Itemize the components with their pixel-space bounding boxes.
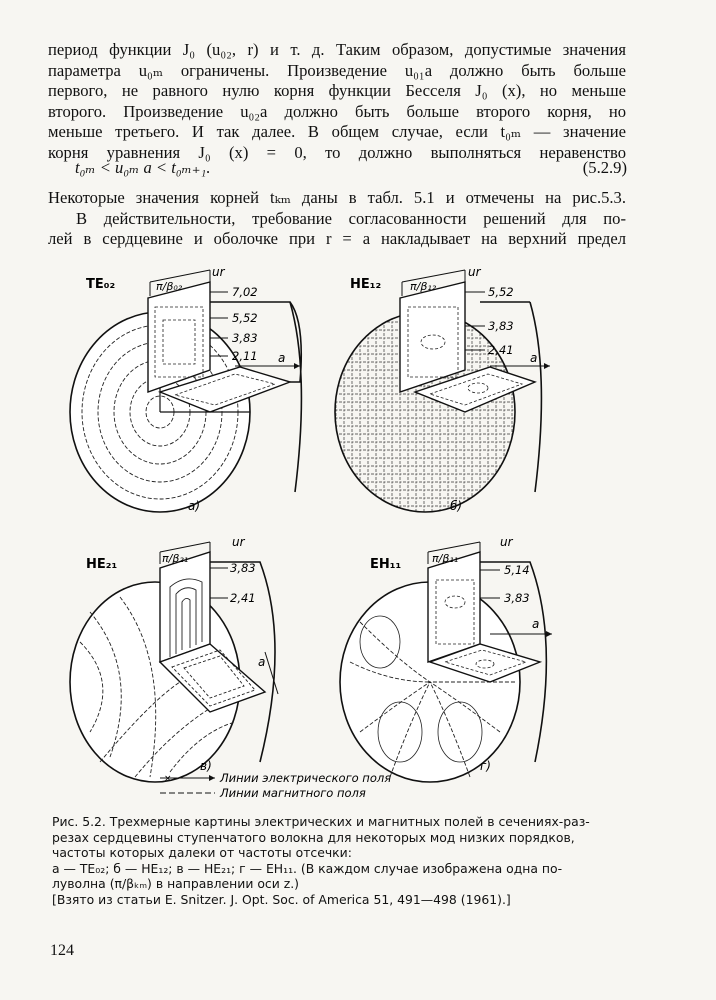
panel-sublabel: в): [200, 759, 212, 773]
text-line: лей в сердцевине и оболочке при r = a накладывает на верхний предел: [48, 229, 626, 249]
text-line: период функции J₀ (u₀₂, r) и т. д. Таким образом, допустимые значения: [48, 40, 626, 59]
equation: t₀ₘ < u₀ₘ a < t₀ₘ₊₁.: [75, 158, 211, 177]
halfwave-label: π/β₁₂: [410, 280, 437, 293]
legend-magnetic: Линии магнитного поля: [220, 786, 366, 800]
text-line: В действительности, требование согласованности решений для по-: [76, 208, 626, 228]
panel-he12: [335, 265, 550, 513]
svg-text:×: ×: [164, 774, 172, 784]
paragraph-1: [48, 40, 626, 164]
ur-label: ur: [500, 535, 513, 549]
text-line: параметра u₀ₘ ограничены. Произведение u₀₁a должно быть больше: [48, 60, 626, 80]
radius-label: a: [258, 655, 266, 669]
mode-label: HE₁₂: [350, 277, 382, 292]
ur-label: ur: [212, 265, 225, 279]
halfwave-label: π/β₁₁: [432, 552, 459, 565]
panel-te02: [70, 265, 301, 513]
panel-sublabel: г): [480, 759, 491, 773]
caption-line: а — TE₀₂; б — HE₁₂; в — HE₂₁; г — EH₁₁. (В каждом случае изображена одна по-: [52, 860, 563, 876]
caption-line: [Взято из статьи E. Snitzer. J. Opt. Soc. of America 51, 491—498 (1961).]: [52, 891, 511, 907]
halfwave-label: π/β₂₁: [162, 552, 189, 565]
radius-label: a: [532, 617, 540, 631]
panel-sublabel: а): [188, 499, 201, 513]
root-value: 2,11: [232, 349, 258, 363]
root-value: 3,83: [232, 331, 258, 345]
paragraph-2: [48, 188, 626, 250]
equation-row: [75, 158, 627, 178]
text-line: меньше третьего. И так далее. В общем случае, если t₀ₘ — значение: [48, 122, 626, 142]
root-value: 3,83: [230, 561, 256, 575]
radius-label: a: [278, 351, 286, 365]
root-value: 7,02: [232, 285, 258, 299]
panel-he21: [70, 535, 278, 782]
caption-line: частоты которых далеки от частоты отсечки:: [52, 845, 352, 860]
root-value: 5,52: [232, 311, 258, 325]
caption-line: луволна (π/βₖₘ) в направлении оси z.): [52, 876, 299, 891]
legend-electric: Линии электрического поля: [220, 771, 392, 785]
radius-label: a: [530, 351, 538, 365]
root-value: 2,41: [230, 591, 256, 605]
text-line: второго. Произведение u₀₂a должно быть больше второго корня, но: [48, 101, 626, 121]
caption-line: резах сердцевины ступенчатого волокна для некоторых мод низких порядков,: [52, 829, 575, 845]
equation-number: (5.2.9): [582, 158, 627, 177]
root-value: 3,83: [488, 319, 514, 333]
mode-label: EH₁₁: [370, 557, 402, 572]
ur-label: ur: [232, 535, 245, 549]
panel-sublabel: б): [450, 499, 463, 513]
halfwave-label: π/β₀₂: [156, 280, 183, 293]
text-line: Некоторые значения корней tₖₘ даны в табл. 5.1 и отмечены на рис.5.3.: [48, 188, 626, 207]
figure-drawing: [60, 262, 640, 802]
page-number: 124: [50, 942, 74, 959]
panel-eh11: [340, 535, 552, 782]
legend: [160, 771, 391, 800]
root-value: 3,83: [504, 591, 530, 605]
root-value: 5,14: [504, 563, 530, 577]
caption-line: Рис. 5.2. Трехмерные картины электрических и магнитных полей в сечениях-раз-: [52, 814, 590, 829]
text-line: первого, не равного нулю корня функции Бесселя J₀ (x), но меньше: [48, 81, 626, 101]
ur-label: ur: [468, 265, 481, 279]
root-value: 2,41: [488, 343, 514, 357]
text-line: корня уравнения J₀ (x) = 0, то должно выполняться неравенство: [48, 142, 626, 162]
root-value: 5,52: [488, 285, 514, 299]
mode-label: TE₀₂: [86, 277, 116, 292]
mode-label: HE₂₁: [86, 557, 118, 572]
figure-5-2: [60, 262, 640, 802]
figure-caption: [52, 814, 622, 907]
